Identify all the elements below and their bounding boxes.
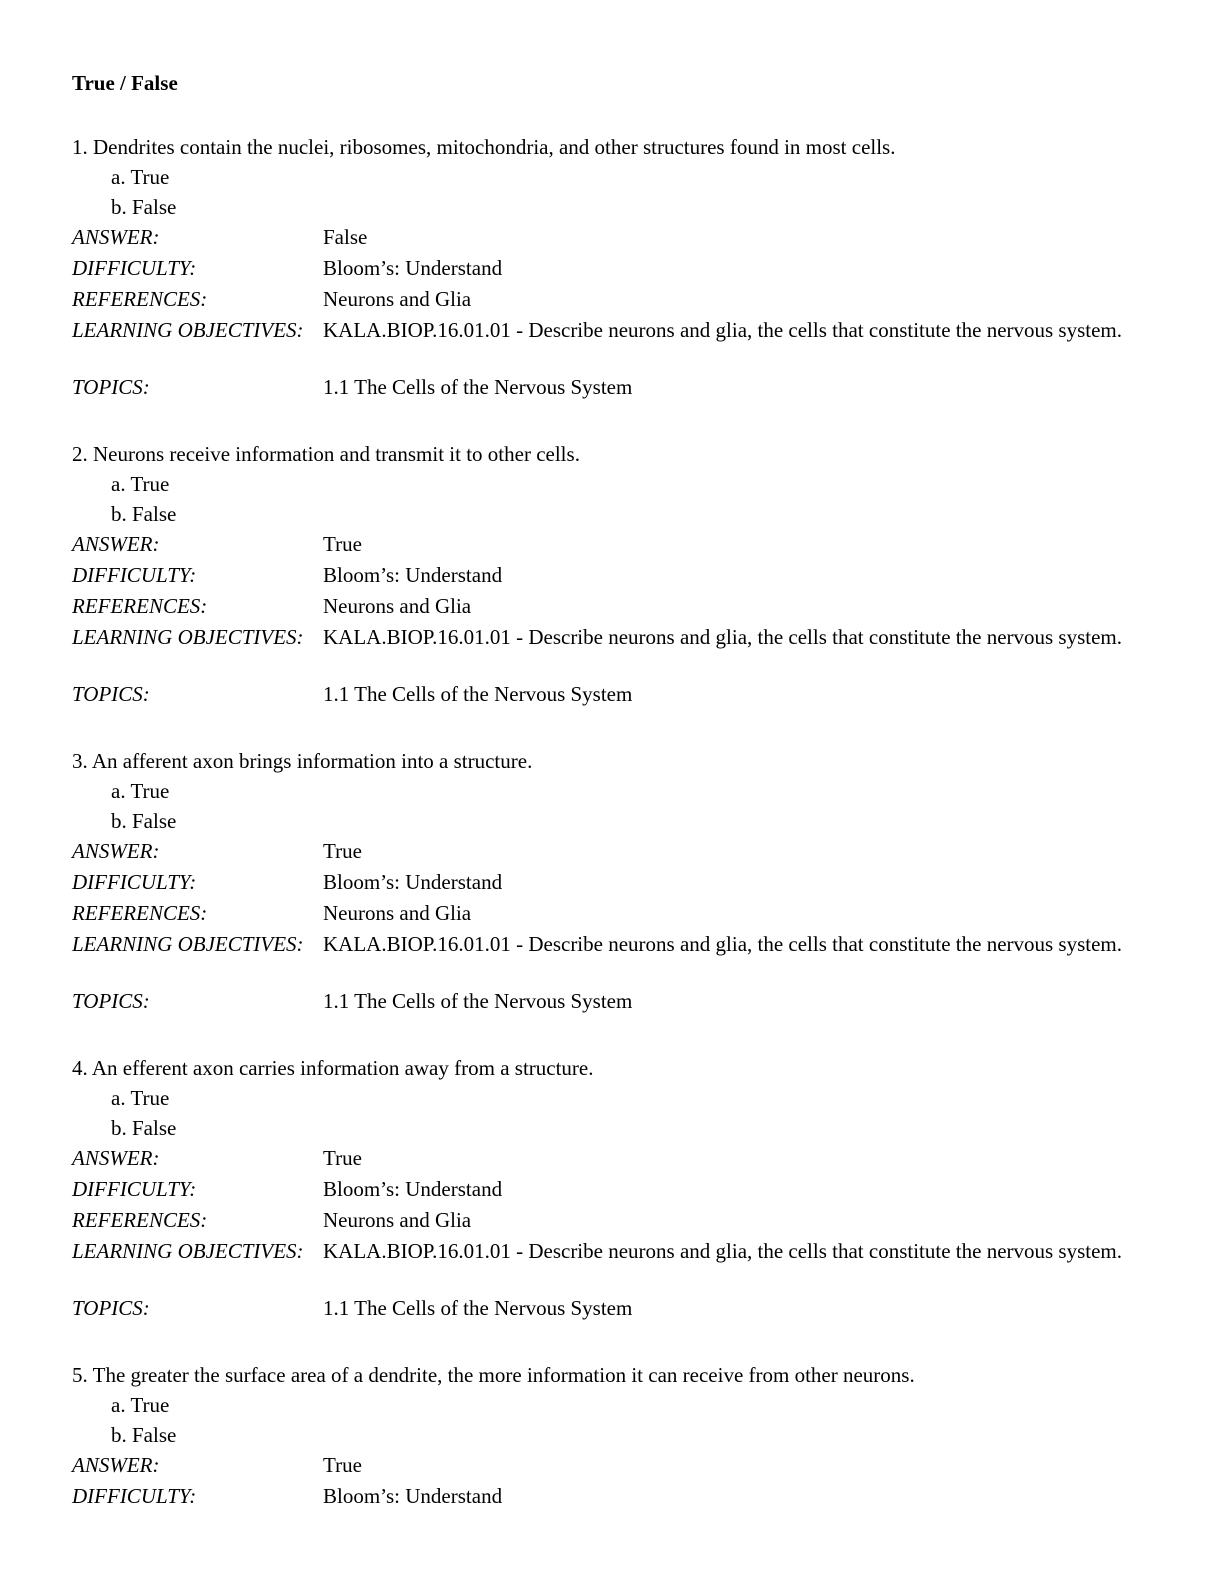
option-b: b. False (111, 502, 177, 526)
answer-label: ANSWER: (72, 839, 160, 863)
answer-value: True (323, 532, 362, 556)
learning-objectives-label: LEARNING OBJECTIVES: (72, 318, 304, 342)
answer-value: False (323, 225, 368, 249)
document-page (72, 71, 1152, 1548)
learning-objectives-row (72, 622, 1152, 679)
difficulty-value: Bloom’s: Understand (323, 1177, 503, 1201)
learning-objectives-value: KALA.BIOP.16.01.01 - Describe neurons and glia, the cells that constitute the nervous system. (323, 318, 1123, 342)
topics-label: TOPICS: (72, 375, 150, 399)
topics-label: TOPICS: (72, 682, 150, 706)
difficulty-value: Bloom’s: Understand (323, 563, 503, 587)
question-text: 3. An afferent axon brings information into a structure. (72, 749, 533, 773)
difficulty-row (72, 1481, 1152, 1512)
question-3 (72, 746, 1152, 1017)
difficulty-value: Bloom’s: Understand (323, 256, 503, 280)
answer-label: ANSWER: (72, 1453, 160, 1477)
option-a: a. True (111, 1086, 170, 1110)
references-label: REFERENCES: (72, 594, 208, 618)
learning-objectives-value: KALA.BIOP.16.01.01 - Describe neurons and glia, the cells that constitute the nervous system. (323, 625, 1123, 649)
option-a: a. True (111, 165, 170, 189)
learning-objectives-row (72, 1236, 1152, 1293)
question-text: 2. Neurons receive information and transmit it to other cells. (72, 442, 580, 466)
difficulty-label: DIFFICULTY: (72, 256, 197, 280)
question-4 (72, 1053, 1152, 1324)
references-value: Neurons and Glia (323, 287, 472, 311)
references-value: Neurons and Glia (323, 594, 472, 618)
difficulty-row (72, 1174, 1152, 1205)
question-5 (72, 1360, 1152, 1512)
difficulty-label: DIFFICULTY: (72, 1484, 197, 1508)
topics-row (72, 1293, 1152, 1324)
learning-objectives-label: LEARNING OBJECTIVES: (72, 625, 304, 649)
option-b: b. False (111, 1423, 177, 1447)
learning-objectives-row (72, 929, 1152, 986)
answer-row (72, 1143, 1152, 1174)
topics-label: TOPICS: (72, 989, 150, 1013)
difficulty-row (72, 560, 1152, 591)
topics-value: 1.1 The Cells of the Nervous System (323, 989, 633, 1013)
difficulty-row (72, 253, 1152, 284)
difficulty-label: DIFFICULTY: (72, 1177, 197, 1201)
references-row (72, 591, 1152, 622)
answer-row (72, 222, 1152, 253)
references-value: Neurons and Glia (323, 901, 472, 925)
option-a: a. True (111, 472, 170, 496)
question-text: 4. An efferent axon carries information away from a structure. (72, 1056, 594, 1080)
references-row (72, 1205, 1152, 1236)
section-title: True / False (72, 71, 178, 95)
learning-objectives-value: KALA.BIOP.16.01.01 - Describe neurons and glia, the cells that constitute the nervous system. (323, 932, 1123, 956)
references-label: REFERENCES: (72, 287, 208, 311)
option-b: b. False (111, 1116, 177, 1140)
topics-row (72, 679, 1152, 710)
answer-row (72, 1450, 1152, 1481)
references-label: REFERENCES: (72, 1208, 208, 1232)
option-a: a. True (111, 779, 170, 803)
topics-label: TOPICS: (72, 1296, 150, 1320)
answer-value: True (323, 1146, 362, 1170)
question-text: 1. Dendrites contain the nuclei, ribosomes, mitochondria, and other structures found in most cells. (72, 135, 896, 159)
answer-value: True (323, 1453, 362, 1477)
difficulty-label: DIFFICULTY: (72, 870, 197, 894)
references-row (72, 284, 1152, 315)
references-row (72, 898, 1152, 929)
learning-objectives-label: LEARNING OBJECTIVES: (72, 932, 304, 956)
answer-row (72, 836, 1152, 867)
difficulty-value: Bloom’s: Understand (323, 870, 503, 894)
learning-objectives-row (72, 315, 1152, 372)
question-2 (72, 439, 1152, 710)
option-a: a. True (111, 1393, 170, 1417)
question-text: 5. The greater the surface area of a dendrite, the more information it can receive from other neurons. (72, 1363, 915, 1387)
topics-value: 1.1 The Cells of the Nervous System (323, 375, 633, 399)
answer-row (72, 529, 1152, 560)
option-b: b. False (111, 195, 177, 219)
learning-objectives-value: KALA.BIOP.16.01.01 - Describe neurons and glia, the cells that constitute the nervous system. (323, 1239, 1123, 1263)
references-label: REFERENCES: (72, 901, 208, 925)
question-1 (72, 132, 1152, 403)
answer-value: True (323, 839, 362, 863)
answer-label: ANSWER: (72, 532, 160, 556)
difficulty-row (72, 867, 1152, 898)
topics-row (72, 986, 1152, 1017)
difficulty-value: Bloom’s: Understand (323, 1484, 503, 1508)
references-value: Neurons and Glia (323, 1208, 472, 1232)
difficulty-label: DIFFICULTY: (72, 563, 197, 587)
topics-value: 1.1 The Cells of the Nervous System (323, 1296, 633, 1320)
learning-objectives-label: LEARNING OBJECTIVES: (72, 1239, 304, 1263)
topics-row (72, 372, 1152, 403)
topics-value: 1.1 The Cells of the Nervous System (323, 682, 633, 706)
option-b: b. False (111, 809, 177, 833)
answer-label: ANSWER: (72, 1146, 160, 1170)
answer-label: ANSWER: (72, 225, 160, 249)
